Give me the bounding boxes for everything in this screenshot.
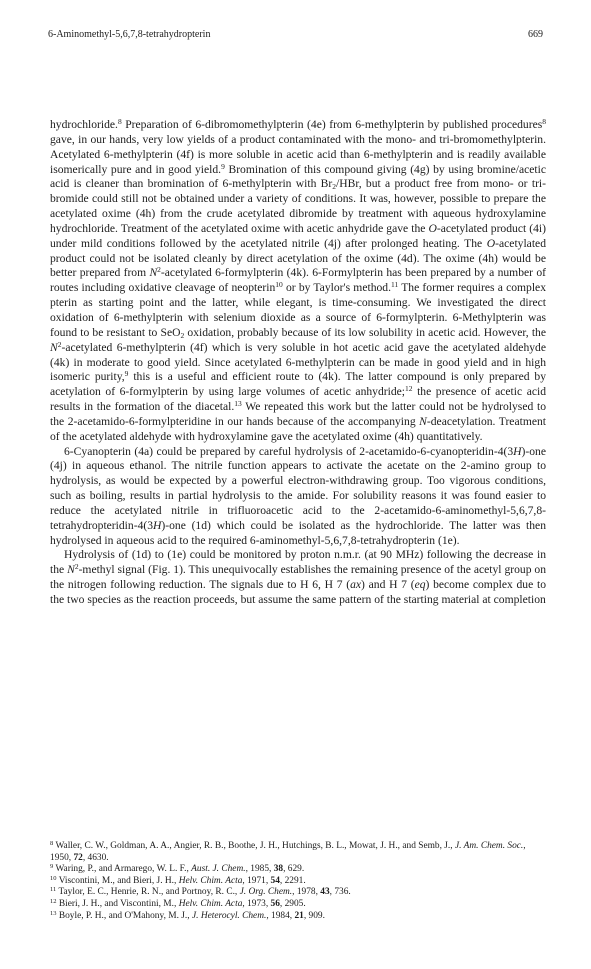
footnote: $^{13}$ Boyle, P. H., and O'Mahony, M. J., J. Heterocyl. Chem., 1984, 21, 909. bbox=[50, 909, 325, 921]
footnotes bbox=[50, 841, 546, 922]
footnote: $^9$ Waring, P., and Armarego, W. L. F., Aust. J. Chem., 1985, 38, 629. bbox=[50, 863, 305, 875]
footnote: $^{12}$ Bieri, J. H., and Viscontini, M., Helv. Chim. Acta, 1973, 56, 2905. bbox=[50, 897, 306, 909]
running-title: 6-Aminomethyl-5,6,7,8-tetrahydropterin bbox=[48, 29, 211, 40]
footnote: $^{10}$ Viscontini, M., and Bieri, J. H., Helv. Chim. Acta, 1971, 54, 2291. bbox=[50, 874, 306, 886]
paragraph-3: Hydrolysis of (1d) to (1e) could be monitored by proton n.m.r. (at 90 MHz) following the decrease in the $N^2$-methyl signal (Fig. 1). This unequivocally establishes the remaining presence of the acetyl group on the nitrogen following reduction. The signals due to H 6, H 7 (ax) and H 7 (eq) become complex due to the two species as the reaction proceeds, but assume the same pattern of the starting material at completion bbox=[50, 548, 546, 606]
body-text bbox=[50, 118, 546, 608]
paragraph-2: 6-Cyanopterin (4a) could be prepared by careful hydrolysis of 2-acetamido-6-cyanopteridin-4(3H)-one (4j) in aqueous ethanol. The nitrile function appears to activate the acetate on the 2-amino group to hydrolysis, as would be expected by a powerful electron-withdrawing group. Too vigorous conditions, such as boiling, results in partial hydrolysis to the amide. For solubility reasons it was found easier to reduce the acetylated nitrile in trifluoroacetic acid to the 2-acetamido-6-aminomethyl-5,6,7,8-tetrahydropteridin-4(3H)-one (1d) which could be isolated as the hydrochloride. The latter was then hydrolysed in aqueous acid to the required 6-aminomethyl-5,6,7,8-tetrahydropterin (1e). bbox=[50, 444, 546, 547]
footnote: $^{11}$ Taylor, E. C., Henrie, R. N., and Portnoy, R. C., J. Org. Chem., 1978, 43, 736. bbox=[50, 886, 351, 898]
footnote: $^8$ Waller, C. W., Goldman, A. A., Angier, R. B., Boothe, J. H., Hutchings, B. L., Mowat, J. H., and Semb, J., J. Am. Chem. Soc., 1950, 72, 4630. bbox=[50, 840, 526, 863]
paragraph-1: hydrochloride.$^8$ Preparation of 6-dibromomethylpterin (4e) from 6-methylpterin by published procedures$^8$ gave, in our hands, very low yields of a product contaminated with the mono- and tri-bromomethylpterin. Acetylated 6-methylpterin (4f) is more soluble in acetic acid than 6-methylpterin and is readily available isomerically pure and in good yield.$^9$ Bromination of this compound giving (4g) by using bromine/acetic acid is cleaner than bromination of 6-methylpterin with $Br_2$/HBr, but a product free from mono- or tri-bromide could still not be obtained under a variety of conditions. It was, however, possible to prepare the acetylated oxime (4h) from the crude acetylated dibromide by treatment with aqueous hydroxylamine hydrochloride. Treatment of the acetylated oxime with acetic anhydride gave the O-acetylated product (4i) under mild conditions followed by the acetylated nitrile (4j) after prolonged heating. The O-acetylated product could not be isolated cleanly by direct acetylation of the oxime (4d). The oxime (4h) would be better prepared from $N^2$-acetylated 6-formylpterin (4k). 6-Formylpterin has been prepared by a number of routes including oxidative cleavage of neopterin$^{10}$ or by Taylor's method.$^{11}$ The former requires a complex pterin as starting point and the latter, while elegant, is time-consuming. We investigated the direct oxidation of 6-methylpterin with selenium dioxide as a source of 6-formylpterin. 6-Methylpterin was found to be resistant to SeO$_2$ oxidation, probably because of its low solubility in acetic acid. However, the $N^2$-acetylated 6-methylpterin (4f) which is very soluble in hot acetic acid gave the acetylated aldehyde (4k) in moderate to good yield. Since acetylated 6-methylpterin can be made in good yield and in high isomeric purity,$^9$ this is a useful and efficient route to (4k). The latter compound is only prepared by acetylation of 6-formylpterin by using large volumes of acetic anhydride;$^{12}$ the presence of acetic acid results in the formation of the diacetal.$^{13}$ We repeated this work but the latter could not be hydrolysed to the 2-acetamido-6-formylpteridine in our hands because of the accompanying N-deacetylation. Treatment of the acetylated aldehyde with hydroxylamine gave the acetylated oxime (4h) quantitatively. bbox=[50, 117, 547, 443]
page-number: 669 bbox=[528, 29, 543, 40]
